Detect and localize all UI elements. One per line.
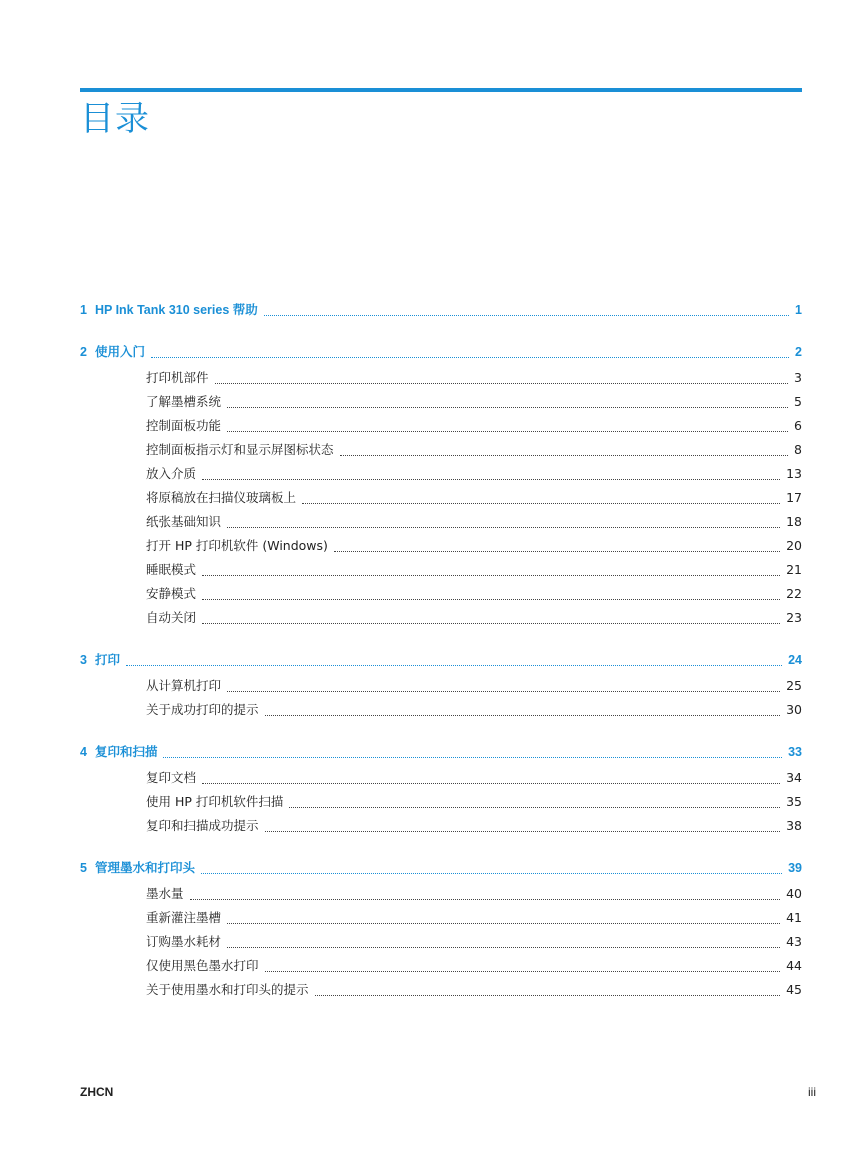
toc-section-link[interactable] [80, 906, 802, 930]
toc-section-title: 使用 HP 打印机软件扫描 [146, 794, 284, 809]
toc-page-number: 20 [786, 538, 802, 553]
toc-page-number: 21 [786, 562, 802, 577]
table-of-contents [80, 298, 802, 1020]
toc-page-number: 44 [786, 958, 802, 973]
toc-section-link[interactable] [80, 558, 802, 582]
toc-section-link[interactable] [80, 930, 802, 954]
toc-section-title: 打印机部件 [146, 370, 209, 385]
dot-leader [265, 971, 781, 972]
page-title: 目录 [80, 99, 150, 139]
dot-leader [163, 757, 782, 758]
toc-page-number: 8 [794, 442, 802, 457]
toc-section-title: 将原稿放在扫描仪玻璃板上 [146, 490, 297, 505]
toc-chapter-title: 管理墨水和打印头 [94, 861, 195, 875]
top-rule [80, 88, 802, 92]
toc-section-title: 复印和扫描成功提示 [146, 818, 259, 833]
dot-leader [202, 623, 780, 624]
toc-page-number: 25 [786, 678, 802, 693]
toc-section-title: 了解墨槽系统 [146, 394, 222, 409]
toc-page-number: 39 [788, 861, 802, 875]
toc-section-link[interactable] [80, 698, 802, 722]
toc-chapter-block [80, 340, 802, 630]
toc-page-number: 30 [786, 702, 802, 717]
dot-leader [126, 665, 782, 666]
toc-page-number: 43 [786, 934, 802, 949]
toc-section-title: 复印文档 [146, 770, 197, 785]
dot-leader [202, 575, 780, 576]
dot-leader [265, 715, 781, 716]
toc-chapter-block [80, 648, 802, 722]
toc-section-link[interactable] [80, 534, 802, 558]
dot-leader [289, 807, 780, 808]
toc-page-number: 35 [786, 794, 802, 809]
toc-page-number: 45 [786, 982, 802, 997]
toc-section-title: 关于使用墨水和打印头的提示 [146, 982, 309, 997]
toc-section-title: 放入介质 [146, 466, 197, 481]
toc-chapter-link[interactable] [80, 340, 802, 364]
dot-leader [227, 431, 788, 432]
toc-section-link[interactable] [80, 390, 802, 414]
toc-chapter-title: 使用入门 [94, 345, 145, 359]
toc-chapter-title: 复印和扫描 [94, 745, 158, 759]
toc-page-number: 34 [786, 770, 802, 785]
toc-section-link[interactable] [80, 462, 802, 486]
toc-page-number: 5 [794, 394, 802, 409]
toc-section-link[interactable] [80, 606, 802, 630]
dot-leader [227, 947, 780, 948]
dot-leader [190, 899, 781, 900]
footer-page-number: iii [808, 1085, 816, 1099]
dot-leader [202, 599, 780, 600]
toc-section-title: 纸张基础知识 [146, 514, 222, 529]
toc-section-link[interactable] [80, 814, 802, 838]
toc-section-title: 自动关闭 [146, 610, 197, 625]
toc-section-link[interactable] [80, 366, 802, 390]
toc-section-title: 控制面板功能 [146, 418, 222, 433]
toc-page-number: 3 [794, 370, 802, 385]
toc-chapter-block [80, 740, 802, 838]
toc-page-number: 41 [786, 910, 802, 925]
toc-chapter-title: 打印 [94, 653, 120, 667]
toc-section-title: 控制面板指示灯和显示屏图标状态 [146, 442, 334, 457]
toc-chapter-link[interactable] [80, 740, 802, 764]
toc-section-title: 安静模式 [146, 586, 197, 601]
toc-section-title: 墨水量 [146, 886, 184, 901]
toc-section-link[interactable] [80, 438, 802, 462]
toc-section-title: 关于成功打印的提示 [146, 702, 259, 717]
dot-leader [227, 691, 780, 692]
toc-chapter-link[interactable] [80, 856, 802, 880]
toc-page-number: 40 [786, 886, 802, 901]
toc-section-link[interactable] [80, 766, 802, 790]
toc-page-number: 1 [795, 303, 802, 317]
toc-chapter-block [80, 856, 802, 1002]
toc-page-number: 22 [786, 586, 802, 601]
toc-page-number: 18 [786, 514, 802, 529]
toc-chapter-block [80, 298, 802, 322]
toc-section-link[interactable] [80, 882, 802, 906]
dot-leader [315, 995, 781, 996]
dot-leader [201, 873, 782, 874]
toc-page-number: 13 [786, 466, 802, 481]
toc-section-link[interactable] [80, 510, 802, 534]
toc-section-link[interactable] [80, 486, 802, 510]
dot-leader [202, 783, 780, 784]
toc-chapter-link[interactable] [80, 648, 802, 672]
dot-leader [227, 527, 780, 528]
toc-page-number: 33 [788, 745, 802, 759]
toc-page-number: 23 [786, 610, 802, 625]
dot-leader [215, 383, 789, 384]
toc-chapter-number: 1 [80, 303, 87, 317]
toc-page-number: 24 [788, 653, 802, 667]
toc-chapter-number: 4 [80, 745, 87, 759]
toc-page-number: 17 [786, 490, 802, 505]
toc-section-title: 仅使用黑色墨水打印 [146, 958, 259, 973]
toc-section-title: 重新灌注墨槽 [146, 910, 222, 925]
toc-page-number: 6 [794, 418, 802, 433]
dot-leader [227, 923, 780, 924]
toc-page-number: 38 [786, 818, 802, 833]
dot-leader [340, 455, 789, 456]
dot-leader [264, 315, 789, 316]
toc-section-title: 从计算机打印 [146, 678, 222, 693]
footer-language-code: ZHCN [80, 1085, 114, 1099]
dot-leader [334, 551, 780, 552]
dot-leader [202, 479, 780, 480]
toc-section-title: 睡眠模式 [146, 562, 197, 577]
toc-section-link[interactable] [80, 582, 802, 606]
toc-section-link[interactable] [80, 674, 802, 698]
toc-chapter-number: 5 [80, 861, 87, 875]
toc-section-title: 打开 HP 打印机软件 (Windows) [146, 538, 328, 553]
toc-section-link[interactable] [80, 790, 802, 814]
dot-leader [302, 503, 780, 504]
toc-chapter-title: HP Ink Tank 310 series 帮助 [94, 303, 258, 317]
toc-page-number: 2 [795, 345, 802, 359]
toc-chapter-number: 2 [80, 345, 87, 359]
toc-section-link[interactable] [80, 954, 802, 978]
dot-leader [265, 831, 781, 832]
dot-leader [227, 407, 788, 408]
dot-leader [151, 357, 789, 358]
toc-section-link[interactable] [80, 978, 802, 1002]
toc-section-title: 订购墨水耗材 [146, 934, 222, 949]
toc-chapter-number: 3 [80, 653, 87, 667]
toc-chapter-link[interactable] [80, 298, 802, 322]
toc-section-link[interactable] [80, 414, 802, 438]
